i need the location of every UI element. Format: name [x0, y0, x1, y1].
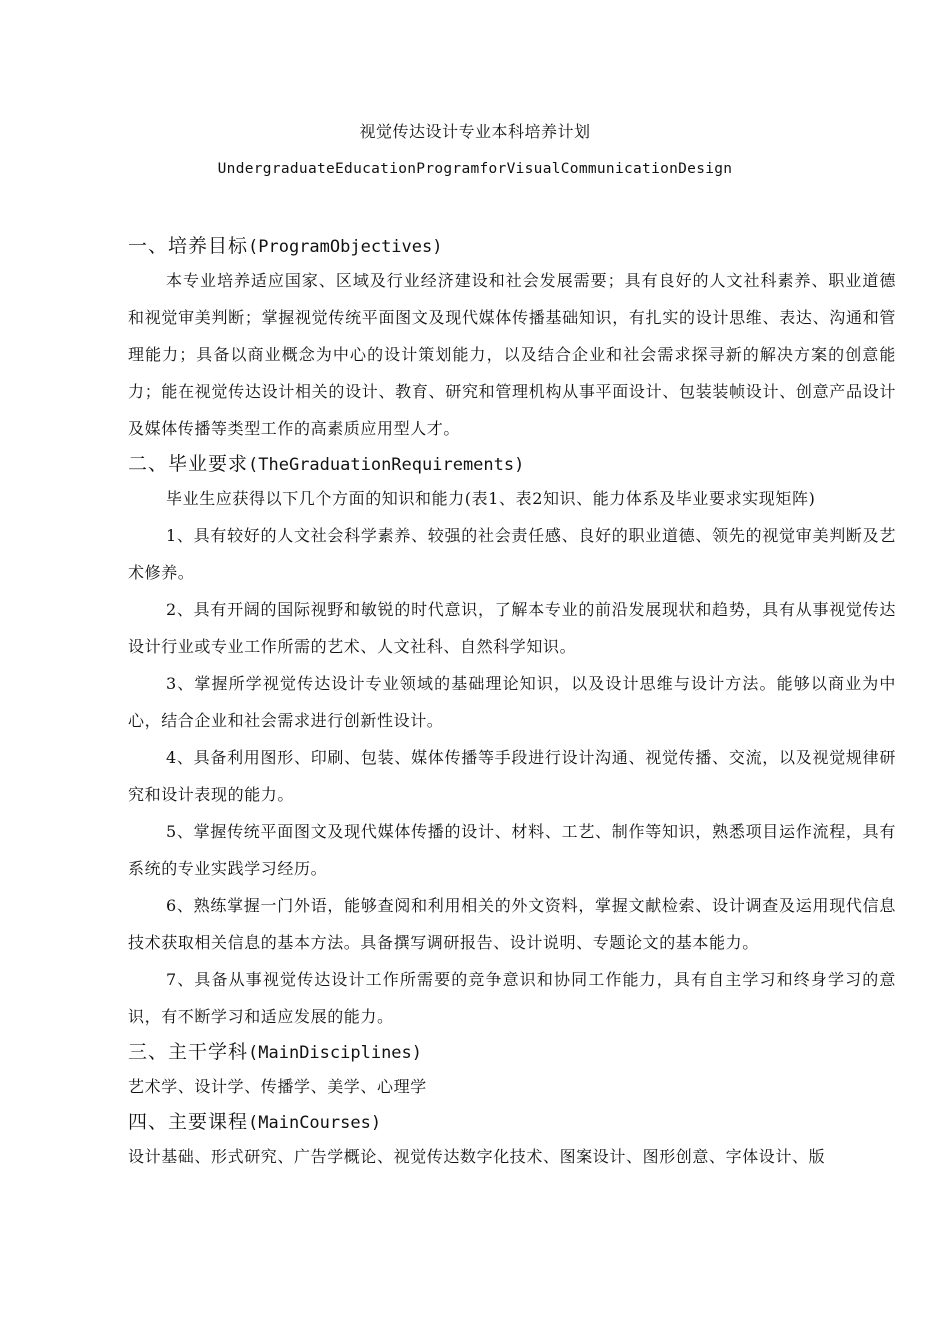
disciplines-paragraph: 艺术学、设计学、传播学、美学、心理学: [128, 1077, 427, 1096]
section-heading-text: 四、主要课程: [128, 1111, 249, 1133]
section-heading-english: (TheGraduationRequirements): [248, 455, 525, 475]
section-heading-text: 三、主干学科: [128, 1041, 249, 1063]
section-heading-objectives: [128, 231, 896, 262]
section-heading-disciplines: [128, 1037, 896, 1068]
section-heading-english: (MainCourses): [248, 1113, 382, 1133]
requirement-item: 7、具备从事视觉传达设计工作所需要的竞争意识和协同工作能力，具有自主学习和终身学习的意识，有不断学习和适应发展的能力。: [128, 970, 896, 1026]
requirement-item: 5、掌握传统平面图文及现代媒体传播的设计、材料、工艺、制作等知识，熟悉项目运作流程，具有系统的专业实践学习经历。: [128, 822, 896, 878]
document-subtitle: UndergraduateEducationProgramforVisualCommunicationDesign: [217, 161, 733, 177]
section-heading-courses: [128, 1107, 896, 1138]
objectives-paragraph: 本专业培养适应国家、区域及行业经济建设和社会发展需要；具有良好的人文社科素养、职业道德和视觉审美判断；掌握视觉传统平面图文及现代媒体传播基础知识，有扎实的设计思维、表达、沟通和管理能力；具备以商业概念为中心的设计策划能力，以及结合企业和社会需求探寻新的解决方案的创意能力；能在视觉传达设计相关的设计、教育、研究和管理机构从事平面设计、包装装帧设计、创意产品设计及媒体传播等类型工作的高素质应用型人才。: [128, 271, 896, 438]
section-heading-text: 二、毕业要求: [128, 453, 249, 475]
courses-paragraph: 设计基础、形式研究、广告学概论、视觉传达数字化技术、图案设计、图形创意、字体设计、版: [128, 1147, 826, 1166]
section-heading-english: (ProgramObjectives): [248, 237, 443, 257]
document-title: 视觉传达设计专业本科培养计划: [359, 122, 591, 141]
requirement-item: 2、具有开阔的国际视野和敏锐的时代意识，了解本专业的前沿发展现状和趋势，具有从事视觉传达设计行业或专业工作所需的艺术、人文社科、自然科学知识。: [128, 600, 896, 656]
requirement-item: 4、具备利用图形、印刷、包装、媒体传播等手段进行设计沟通、视觉传播、交流，以及视觉规律研究和设计表现的能力。: [128, 748, 896, 804]
requirements-intro: 毕业生应获得以下几个方面的知识和能力(表1、表2知识、能力体系及毕业要求实现矩阵): [166, 489, 816, 508]
requirement-item: 3、掌握所学视觉传达设计专业领域的基础理论知识，以及设计思维与设计方法。能够以商业为中心，结合企业和社会需求进行创新性设计。: [128, 674, 896, 730]
requirement-item: 6、熟练掌握一门外语，能够查阅和利用相关的外文资料，掌握文献检索、设计调查及运用现代信息技术获取相关信息的基本方法。具备撰写调研报告、设计说明、专题论文的基本能力。: [128, 896, 896, 952]
document-body: [128, 231, 896, 1175]
section-heading-english: (MainDisciplines): [248, 1043, 423, 1063]
section-heading-text: 一、培养目标: [128, 235, 249, 257]
section-heading-requirements: [128, 449, 896, 480]
requirement-item: 1、具有较好的人文社会科学素养、较强的社会责任感、良好的职业道德、领先的视觉审美判断及艺术修养。: [128, 526, 896, 582]
